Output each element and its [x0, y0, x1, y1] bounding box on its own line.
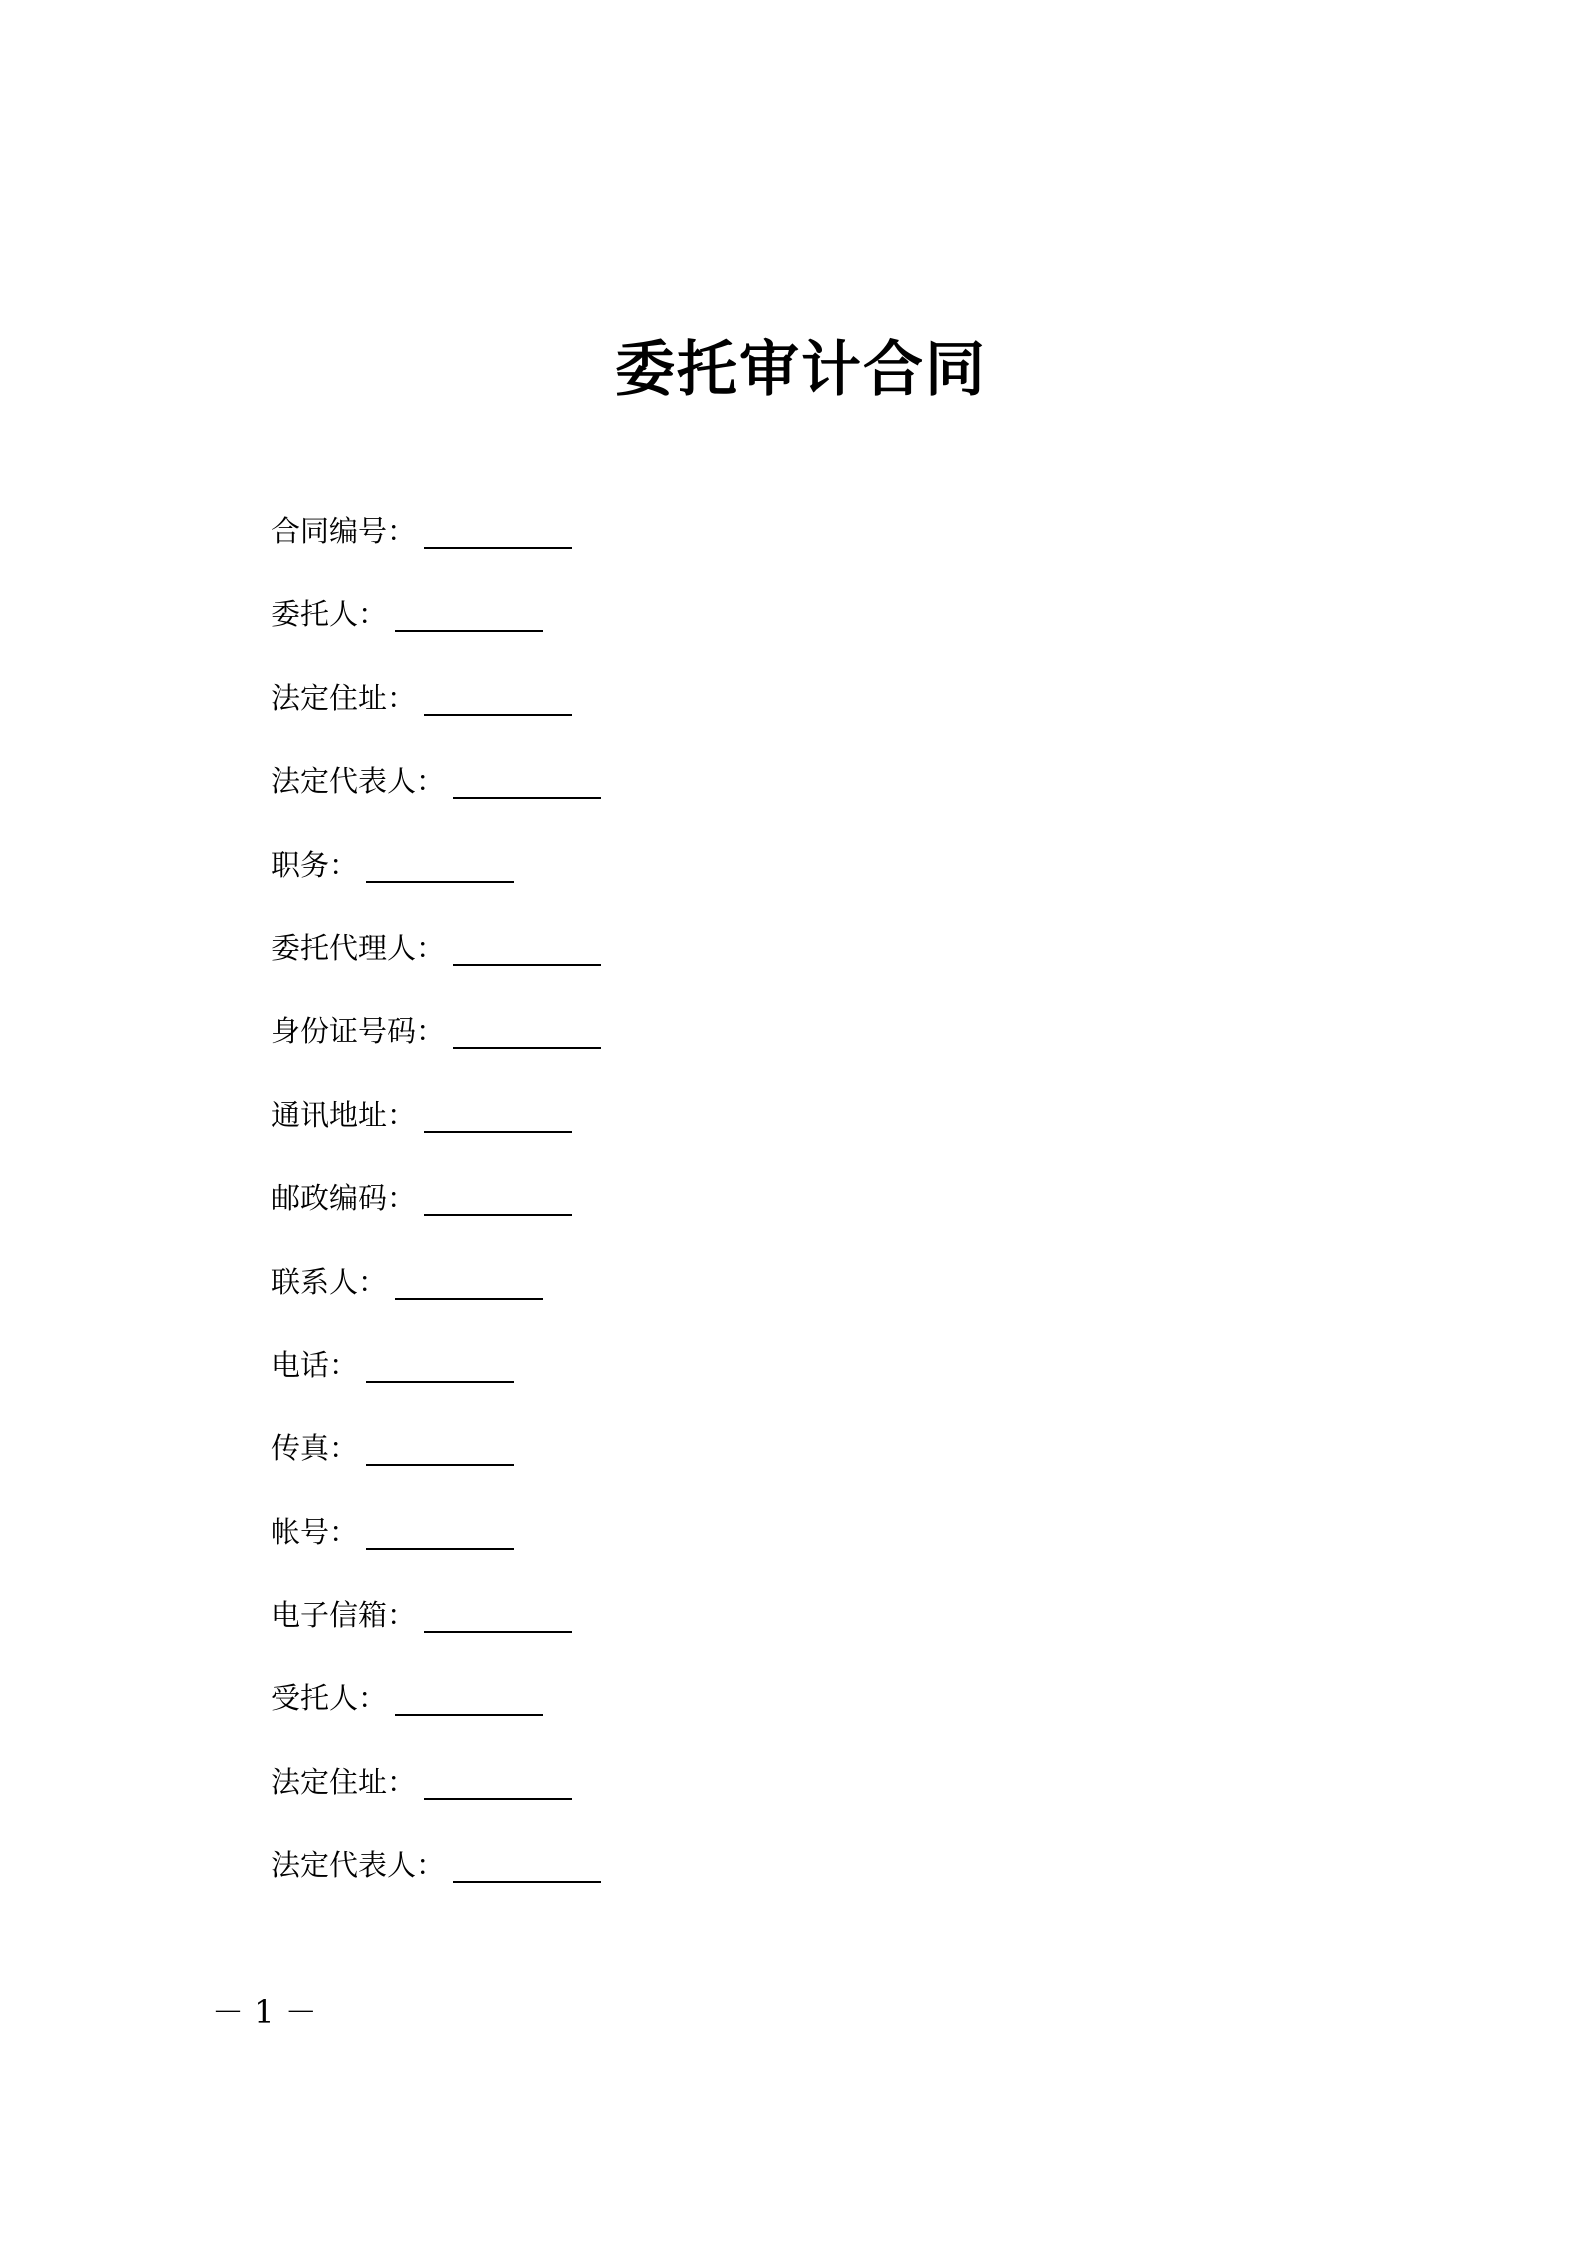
- field-email: [271, 1587, 601, 1670]
- field-client-legal-address: [271, 670, 601, 753]
- field-client: [271, 586, 601, 669]
- field-trustee-legal-address: [271, 1754, 601, 1837]
- fill-in-blank: [453, 1003, 601, 1049]
- field-mailing-address: [271, 1087, 601, 1170]
- field-label: 帐号：: [271, 1514, 359, 1549]
- field-position: [271, 837, 601, 920]
- fill-in-blank: [453, 753, 601, 799]
- field-label: 受托人：: [271, 1681, 388, 1716]
- fill-in-blank: [424, 1170, 572, 1216]
- field-account-number: [271, 1504, 601, 1587]
- fill-in-blank: [424, 503, 572, 549]
- fill-in-blank: [366, 1337, 514, 1383]
- field-trustee-legal-representative: [271, 1837, 601, 1920]
- fill-in-blank: [453, 1837, 601, 1883]
- field-label: 职务：: [271, 847, 359, 882]
- field-contact-person: [271, 1254, 601, 1337]
- fill-in-blank: [366, 837, 514, 883]
- field-label: 法定代表人：: [271, 1848, 446, 1883]
- field-label: 身份证号码：: [271, 1014, 446, 1049]
- field-phone: [271, 1337, 601, 1420]
- field-authorized-agent: [271, 920, 601, 1003]
- fill-in-blank: [395, 1670, 543, 1716]
- field-id-number: [271, 1003, 601, 1086]
- field-label: 邮政编码：: [271, 1181, 417, 1216]
- field-client-legal-representative: [271, 753, 601, 836]
- document-title: 委托审计合同: [615, 335, 987, 405]
- fill-in-blank: [424, 1087, 572, 1133]
- field-label: 法定代表人：: [271, 764, 446, 799]
- fill-in-blank: [424, 1754, 572, 1800]
- fill-in-blank: [424, 670, 572, 716]
- field-label: 委托代理人：: [271, 930, 446, 965]
- fill-in-blank: [395, 1254, 543, 1300]
- field-label: 电话：: [271, 1347, 359, 1382]
- field-label: 法定住址：: [271, 680, 417, 715]
- field-label: 通讯地址：: [271, 1097, 417, 1132]
- field-postal-code: [271, 1170, 601, 1253]
- field-fax: [271, 1420, 601, 1503]
- fill-in-blank: [453, 920, 601, 966]
- field-label: 电子信箱：: [271, 1598, 417, 1633]
- field-trustee: [271, 1670, 601, 1753]
- fill-in-blank: [366, 1504, 514, 1550]
- field-label: 合同编号：: [271, 514, 417, 548]
- fill-in-blank: [395, 586, 543, 632]
- field-label: 联系人：: [271, 1264, 388, 1299]
- fill-in-blank: [424, 1587, 572, 1633]
- contract-fields-list: [271, 503, 601, 1921]
- field-label: 法定住址：: [271, 1764, 417, 1799]
- field-label: 传真：: [271, 1431, 359, 1466]
- field-contract-number: [271, 503, 601, 586]
- fill-in-blank: [366, 1420, 514, 1466]
- page-number: － 1 －: [212, 1993, 317, 2031]
- field-label: 委托人：: [271, 597, 388, 632]
